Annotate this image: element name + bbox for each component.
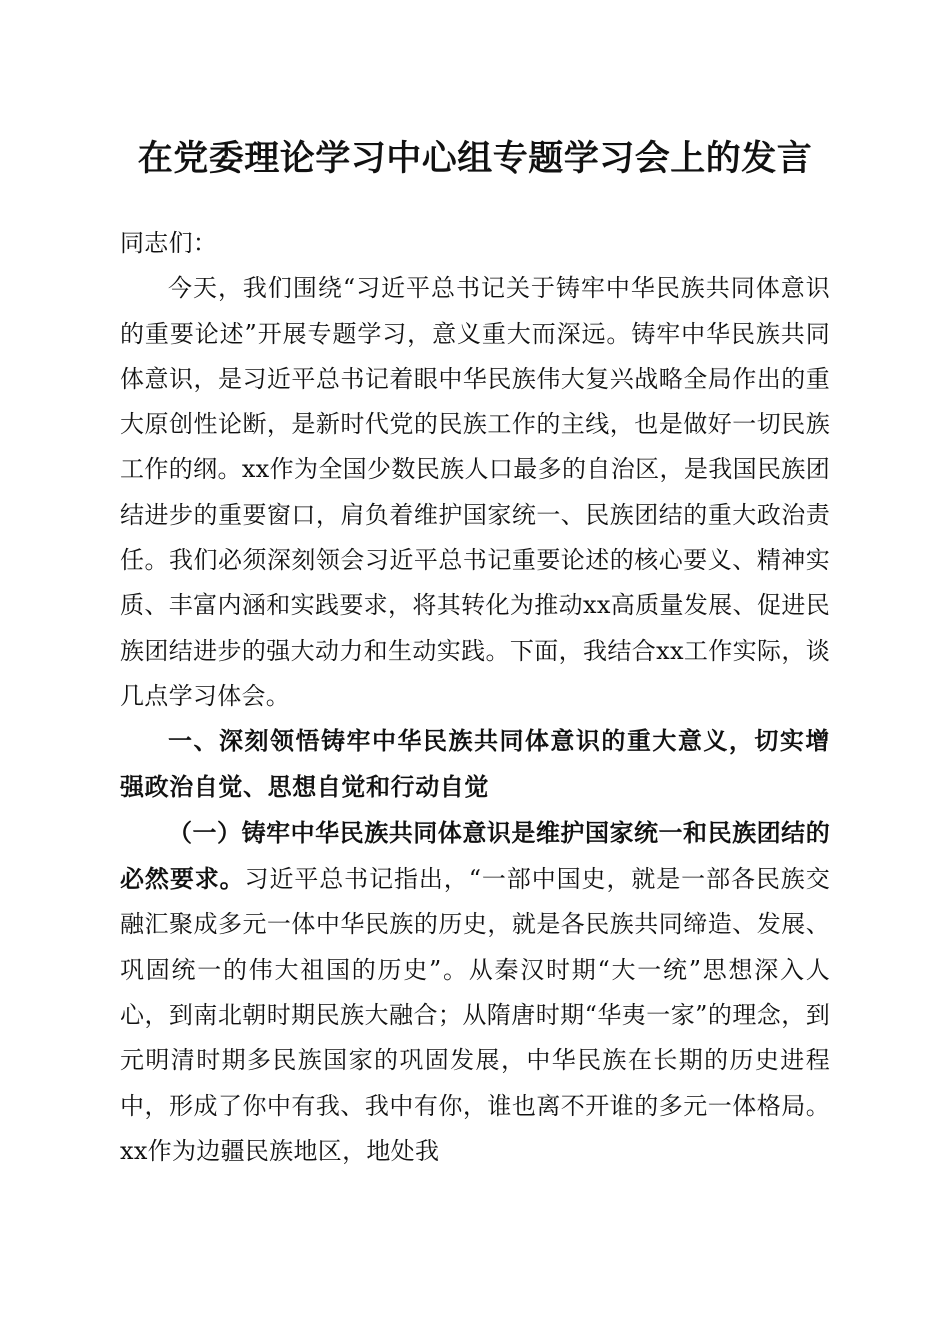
intro-paragraph: 今天，我们围绕“习近平总书记关于铸牢中华民族共同体意识的重要论述”开展专题学习，意义重大而深远。铸牢中华民族共同体意识，是习近平总书记着眼中华民族伟大复兴战略全局作出的重大原创性论断，是新时代党的民族工作的主线，也是做好一切民族工作的纲。xx作为全国少数民族人口最多的自治区，是我国民族团结进步的重要窗口，肩负着维护国家统一、民族团结的重大政治责任。我们必须深刻领会习近平总书记重要论述的核心要义、精神实质、丰富内涵和实践要求，将其转化为推动xx高质量发展、促进民族团结进步的强大动力和生动实践。下面，我结合xx工作实际，谈几点学习体会。 [120, 274, 830, 710]
subsection-paragraph [120, 810, 830, 1174]
section-heading: 一、深刻领悟铸牢中华民族共同体意识的重大意义，切实增强政治自觉、思想自觉和行动自觉 [120, 727, 830, 801]
subsection-body: 习近平总书记指出，“一部中国史，就是一部各民族交融汇聚成多元一体中华民族的历史，就是各民族共同缔造、发展、巩固统一的伟大祖国的历史”。从秦汉时期“大一统”思想深入人心，到南北朝时期民族大融合；从隋唐时期“华夷一家”的理念，到元明清时期多民族国家的巩固发展，中华民族在长期的历史进程中，形成了你中有我、我中有你，谁也离不开谁的多元一体格局。xx作为边疆民族地区，地处我 [120, 865, 831, 1165]
subsection-title: （一）铸牢中华民族共同体意识是维护国家统一和民族团结的必然要求。 [120, 817, 830, 894]
document-title: 在党委理论学习中心组专题学习会上的发言 [137, 139, 813, 179]
salutation: 同志们： [120, 229, 218, 257]
document-body [120, 221, 830, 1174]
